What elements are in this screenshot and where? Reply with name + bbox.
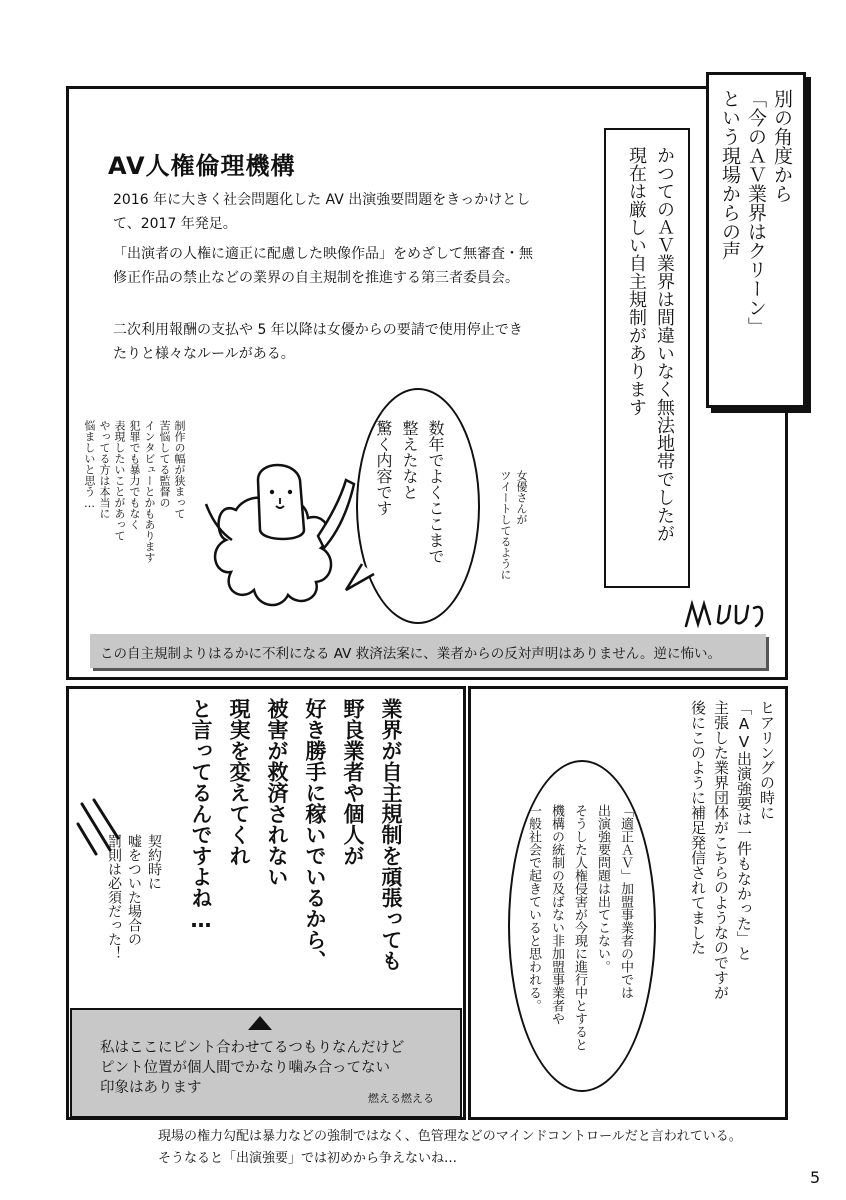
side-note-actress: 女優さんが ツイートしてるように [499,470,528,580]
sfx-scribble [682,596,772,632]
gray-banner [90,634,766,668]
footer-note: 現場の権力勾配は暴力などの強制ではなく、色管理などのマインドコントロールだと言われている。 そうなると「出演強要」では初めから争えないね… [158,1129,742,1166]
caption-box-text: 別の角度から 「今のＡＶ業界はクリーン」 という現場からの声 [719,89,793,336]
narration-box-text: かつてのＡＶ業界は間違いなく無法地帯でしたが 現在は厳しい自主規制があります [626,146,675,542]
sfx-text [0,0,1,1]
caption-box [706,72,806,408]
page-number: 5 [810,1168,821,1187]
quote-bubble-text: 「適正ＡＶ」加盟事業者の中では 出演強要問題は出てこない。 そうした人権侵害が今現に進行中とすると 機構の統制の及ばない非加盟事業者や 一般社会で起きていると思われる。 [526,804,633,1051]
description-paragraph-3: 二次利用報酬の支払や 5 年以降は女優からの要請で使用停止でき たりと様々なルールがある。 [113,322,523,362]
description-paragraph-2: 「出演者の人権に適正に配慮した映像作品」をめざして無審査・無 修正作品の禁止などの業界の自主規制を推進する第三者委員会。 [113,246,533,286]
emphasis-lines-icon [76,798,126,858]
triangle-pointer-icon [248,1016,272,1030]
sheep-mascot-illustration [196,440,356,630]
side-note-director: 制作の幅が狭まって 苦悩してる監督の インタビューとかもあります 犯罪でも暴力でもなく 表現したいことがあって やってる方は本当に 悩ましいと思う… [83,420,186,563]
gray-note-small-text: 燃える燃える [368,1092,434,1105]
bottom-right-narration: ヒアリングの時に 「AV出演強要は一件もなかった」と 主張した業界団体がこちらのようなのですが 後にこのように補足発信されてました [689,700,776,1000]
speech-bubble-text: 数年でよくここまで 整えたなと 驚く内容です [374,420,445,564]
gray-banner-text: この自主規制よりはるかに不利になる AV 救済法案に、業者からの反対声明はありません。逆に怖い。 [100,646,721,662]
narration-box [604,128,690,588]
bottom-left-side-note: 契約時に 嘘をついた場合の 罰則は必須だった！ [106,834,162,960]
gray-note-text: 私はここにピント合わせてるつもりなんだけど ピント位置が個人間でかなり噛み合ってない 印象はあります [100,1040,405,1096]
description-paragraph-1: 2016 年に大きく社会問題化した AV 出演強要問題をきっかけとし て、2017 年発足。 [113,192,531,232]
org-title: AV人権倫理機構 [108,152,296,180]
bottom-left-main-text: 業界が自主規制を頑張っても 野良業者や個人が 好き勝手に稼いでいるから、 被害が救済されない 現実を変えてくれ と言ってるんですよね… [189,698,403,971]
